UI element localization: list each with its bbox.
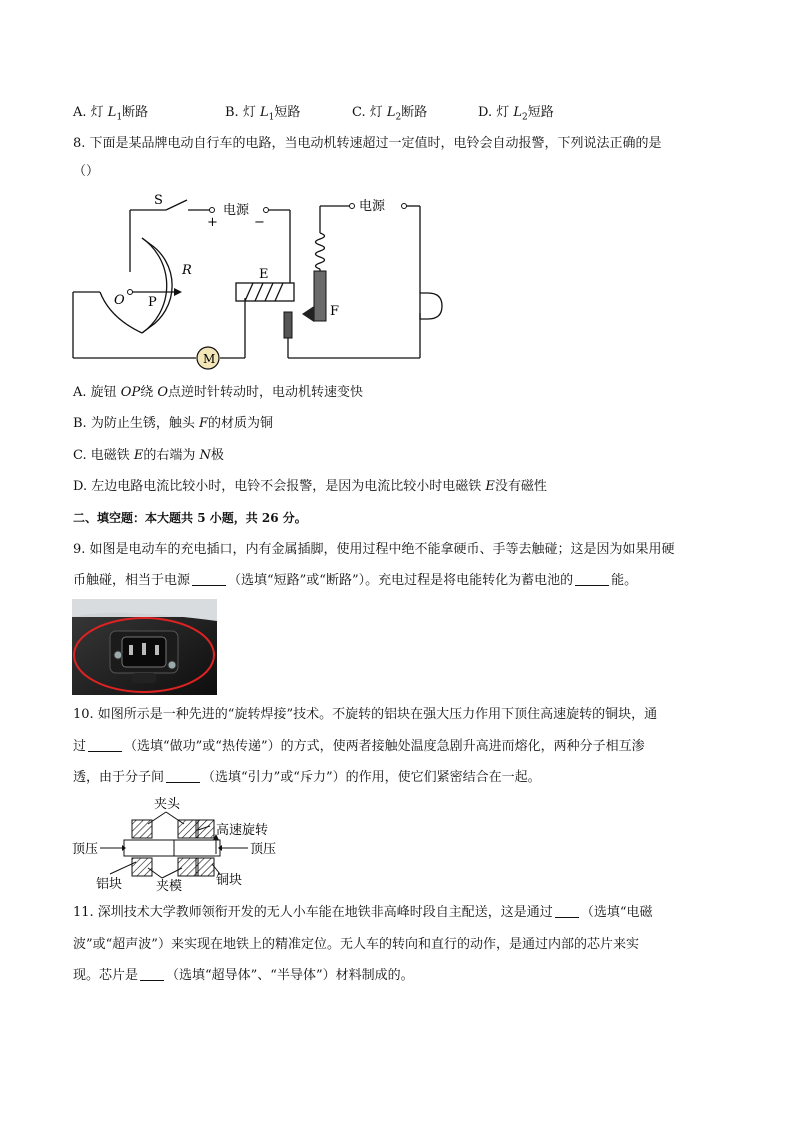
q11-line-1: 11. 深圳技术大学教师领衔开发的无人小车能在地铁非高峰时段自主配送，这是通过 （选填“电磁 (73, 905, 653, 920)
q8-option-c: C. 电磁铁 E的右端为 N极 (73, 448, 224, 463)
q7-option-d: D. 灯 $L_2$短路 (478, 105, 554, 123)
label-f: F (330, 304, 340, 319)
label-dingya-left: 顶压 (72, 842, 99, 857)
q8-option-a: A. 旋钮 OP绕 O点逆时针转动时，电动机转速变快 (73, 385, 364, 400)
charging-port-photo (72, 599, 217, 695)
q8-option-b: B. 为防止生锈，触头 F的材质为铜 (73, 416, 273, 431)
q7-option-c: C. 灯 $L_2$断路 (352, 105, 428, 123)
label-e: E (259, 267, 269, 282)
q9-blank-1[interactable] (192, 571, 226, 586)
label-gaosu: 高速旋转 (216, 823, 269, 838)
q10-line-3: 透，由于分子间 （选填“引力”或“斥力”）的作用，使它们紧密结合在一起。 (73, 770, 541, 785)
label-lv: 铝块 (96, 877, 123, 892)
q11-blank-1[interactable] (555, 903, 579, 918)
label-jiatou: 夹头 (154, 797, 181, 812)
q8-circuit-diagram (70, 188, 450, 370)
q7-option-b: B. 灯 $L_1$短路 (225, 105, 301, 123)
q11-line-2: 波”或“超声波”）来实现在地铁上的精准定位。无人车的转向和直行的动作，是通过内部的芯片来实 (73, 937, 639, 952)
label-s: S (154, 193, 163, 208)
q10-line-2: 过 （选填“做功”或“热传递”）的方式，使两者接触处温度急剧升高进而熔化，两种分子相互渗 (73, 739, 645, 754)
q10-blank-2[interactable] (166, 768, 200, 783)
label-m: M (203, 352, 216, 366)
section-heading: 二、填空题：本大题共 5 小题，共 26 分。 (73, 511, 307, 525)
label-power-2: 电源 (359, 199, 386, 214)
q9-line-1: 9. 如图是电动车的充电插口，内有金属插脚，使用过程中绝不能拿硬币、手等去触碰；这是因为如果用硬 (73, 542, 675, 557)
label-o: O (114, 293, 125, 308)
q7-option-a: A. 灯 $L_1$断路 (73, 105, 149, 123)
label-r: R (182, 263, 192, 278)
q9-blank-2[interactable] (575, 571, 609, 586)
label-jiamo: 夹模 (156, 879, 183, 894)
label-dingya-right: 顶压 (250, 842, 277, 857)
q8-option-d: D. 左边电路电流比较小时，电铃不会报警，是因为电流比较小时电磁铁 E没有磁性 (73, 479, 547, 494)
q10-line-1: 10. 如图所示是一种先进的“旋转焊接”技术。不旋转的铝块在强大压力作用下顶住高速旋转的铜块，通 (73, 707, 658, 722)
label-power-1: 电源 (223, 203, 250, 218)
rotary-welding-diagram (70, 794, 290, 894)
label-tong: 铜块 (216, 873, 243, 888)
q11-line-3: 现。芯片是 （选填“超导体”、“半导体”）材料制成的。 (73, 968, 414, 983)
q11-blank-2[interactable] (140, 966, 164, 981)
label-minus: − (254, 215, 265, 230)
q9-line-2: 币触碰，相当于电源 （选填“短路”或“断路”）。充电过程是将电能转化为蓄电池的 能。 (73, 573, 638, 588)
q8-paren: （） (73, 164, 100, 179)
label-p: P (148, 295, 157, 310)
q10-blank-1[interactable] (88, 737, 122, 752)
q8-stem: 8. 下面是某品牌电动自行车的电路，当电动机转速超过一定值时，电铃会自动报警，下列说法正确的是 (73, 136, 662, 151)
label-plus: + (207, 215, 218, 230)
